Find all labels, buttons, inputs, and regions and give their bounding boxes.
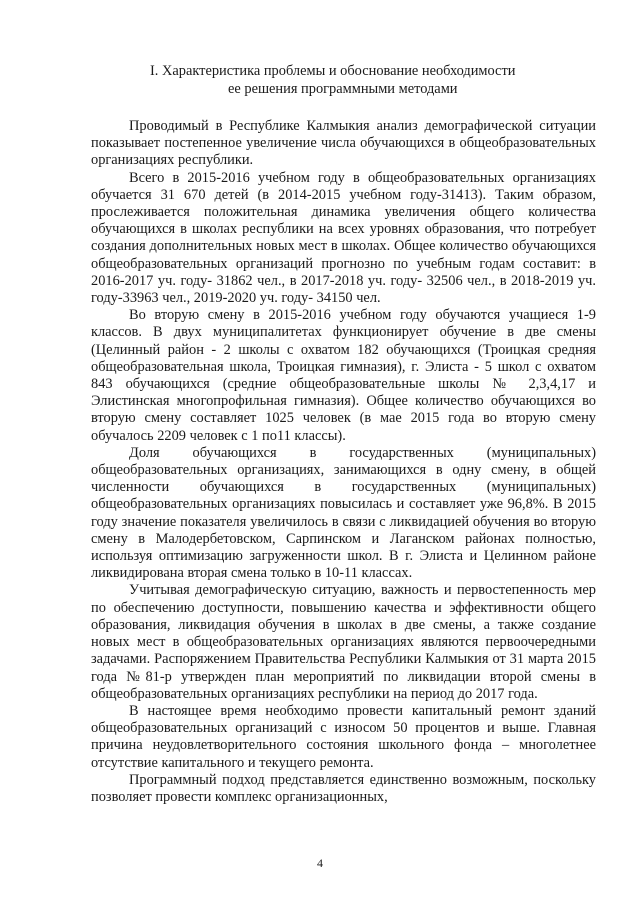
section-heading-line-2: ее решения программными методами	[228, 81, 458, 97]
paragraph-second-shift: Во вторую смену в 2015-2016 учебном году обучаются учащиеся 1-9 классов. В двух муниципалитетах функционирует обучение в две смены (Целинный район - 2 школы с охватом 182 обучающихся (Троицкая средняя общеобразовательная школа, Троицкая гимназия), г. Элиста - 5 школ с охватом 843 обучающихся (средние общеобразовательные школы № 2,3,4,17 и Элистинская многопрофильная гимназия). Общее количество обучающихся во вторую смену составляет 1025 человек (в мае 2015 года во вторую смену обучалось 2209 человек с 1 по11 классы).	[91, 307, 596, 444]
page-number: 4	[317, 856, 323, 870]
paragraph-program-approach: Программный подход представляется единственно возможным, поскольку позволяет провести комплекс организационных,	[91, 771, 596, 805]
section-heading	[150, 62, 570, 98]
paragraph-analysis: Проводимый в Республике Калмыкия анализ демографической ситуации показывает постепенное увеличение числа обучающихся в общеобразовательных организациях республики.	[91, 118, 596, 169]
section-heading-line-1: I. Характеристика проблемы и обоснование необходимости	[150, 63, 516, 79]
paragraph-priorities: Учитывая демографическую ситуацию, важность и первостепенность мер по обеспечению доступности, повышению качества и эффективности общего образования, ликвидация обучения в школах в две смены, а также создание новых мест в общеобразовательных организациях являются первоочередными задачами. Распоряжением Правительства Республики Калмыкия от 31 марта 2015 года №81-р утвержден план мероприятий по ликвидации второй смены в общеобразовательных организациях республики на период до 2017 года.	[91, 582, 596, 702]
body-text	[91, 118, 596, 806]
paragraph-single-shift-share: Доля обучающихся в государственных (муниципальных) общеобразовательных организациях, занимающихся в одну смену, в общей численности обучающихся в государственных (муниципальных) общеобразовательных организациях повысилась и составляет уже 96,8%. В 2015 году значение показателя увеличилось в связи с ликвидацией обучения во вторую смену в Малодербетовском, Сарпинском и Лаганском районах полностью, используя оптимизацию загруженности школ. В г. Элиста и Целинном районе ликвидирована вторая смена только в 10-11 классах.	[91, 444, 596, 582]
paragraph-enrollment: Всего в 2015-2016 учебном году в общеобразовательных организациях обучается 31 670 детей (в 2014-2015 учебном году-31413). Таким образом, прослеживается положительная динамика увеличения общего количества обучающихся в школах республики на всех уровнях образования, что потребует создания дополнительных новых мест в школах. Общее количество обучающихся общеобразовательных организаций прогнозно по учебным годам составит: в 2016-2017 уч. году- 31862 чел., в 2017-2018 уч. году- 32506 чел., в 2018-2019 уч. году-33963 чел., 2019-2020 уч. году- 34150 чел.	[91, 169, 596, 307]
paragraph-repairs: В настоящее время необходимо провести капитальный ремонт зданий общеобразовательных организаций с износом 50 процентов и выше. Главная причина неудовлетворительного состояния школьного фонда – многолетнее отсутствие капитального и текущего ремонта.	[91, 702, 596, 771]
